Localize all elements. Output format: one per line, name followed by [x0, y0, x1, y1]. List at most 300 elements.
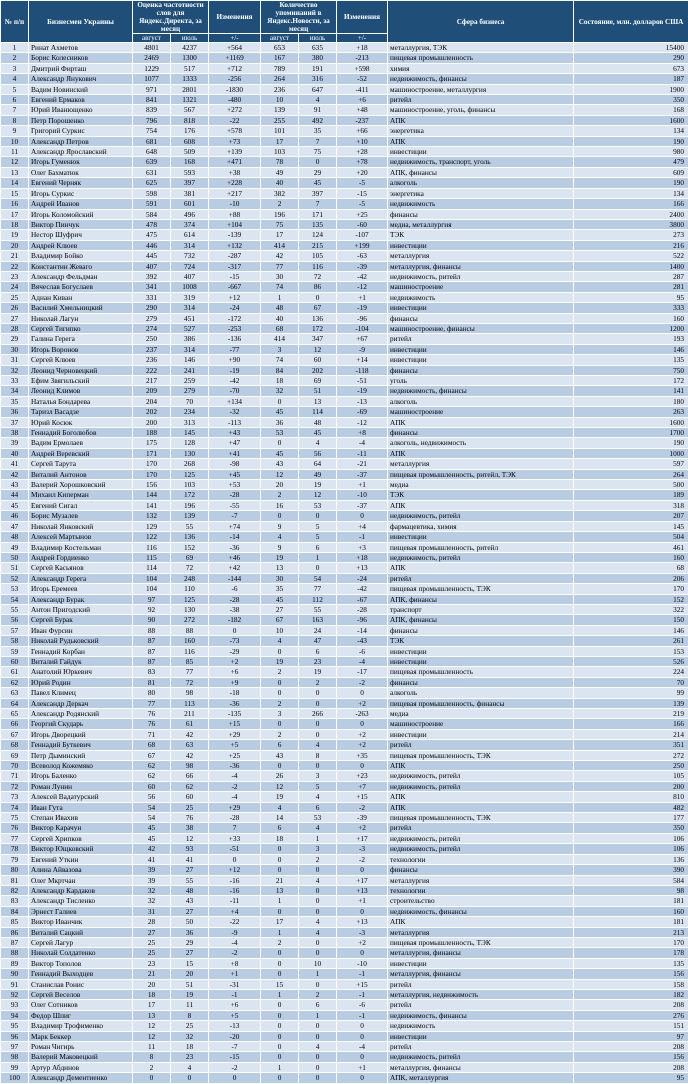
news-change: 0 [337, 1073, 388, 1083]
header-news: Количество упоминаний в Яндекс.Новости, за месяц [261, 1, 337, 34]
row-number: 79 [1, 854, 29, 864]
net-worth: 187 [574, 74, 688, 84]
row-number: 23 [1, 271, 29, 281]
yandex-change: -28 [209, 490, 261, 500]
yandex-change: -36 [209, 542, 261, 552]
news-july: 635 [299, 43, 337, 53]
news-change: +10 [337, 136, 388, 146]
yandex-august: 76 [133, 719, 171, 729]
yandex-change: -182 [209, 615, 261, 625]
businessman-name: Александр Дементиенко [29, 1073, 133, 1083]
row-number: 94 [1, 1010, 29, 1020]
yandex-august: 77 [133, 698, 171, 708]
yandex-july: 172 [171, 490, 209, 500]
table-row [1, 157, 688, 167]
table-row [1, 761, 688, 771]
yandex-july: 407 [171, 271, 209, 281]
yandex-august: 4801 [133, 43, 171, 53]
businessman-name: Павел Климец [29, 688, 133, 698]
news-july: 397 [299, 188, 337, 198]
yandex-july: 196 [171, 500, 209, 510]
news-july: 492 [299, 115, 337, 125]
news-july: 380 [299, 53, 337, 63]
businessman-name: Игорь Еремеев [29, 584, 133, 594]
yandex-july: 724 [171, 261, 209, 271]
news-july: 4 [299, 792, 337, 802]
yandex-august: 274 [133, 323, 171, 333]
table-row [1, 386, 688, 396]
table-row [1, 209, 688, 219]
net-worth: 141 [574, 386, 688, 396]
news-july: 51 [299, 386, 337, 396]
news-august: 2 [261, 199, 299, 209]
businessman-name: Роман Чигирь [29, 1042, 133, 1052]
table-row [1, 1062, 688, 1072]
news-change: -42 [337, 271, 388, 281]
news-august: 10 [261, 95, 299, 105]
news-july: 6 [299, 646, 337, 656]
row-number: 13 [1, 167, 29, 177]
row-number: 24 [1, 282, 29, 292]
yandex-august: 18 [133, 989, 171, 999]
yandex-july: 41 [171, 854, 209, 864]
table-row [1, 396, 688, 406]
net-worth: 134 [574, 188, 688, 198]
yandex-july: 69 [171, 552, 209, 562]
yandex-july: 136 [171, 532, 209, 542]
business-sphere: металлургия, финансы [388, 969, 574, 979]
news-change: -52 [337, 74, 388, 84]
header-jul2: июль [299, 34, 337, 43]
yandex-change: +88 [209, 209, 261, 219]
news-august: 17 [261, 136, 299, 146]
yandex-change: -113 [209, 417, 261, 427]
news-july: 13 [299, 396, 337, 406]
yandex-august: 31 [133, 906, 171, 916]
net-worth: 190 [574, 438, 688, 448]
yandex-august: 175 [133, 438, 171, 448]
table-row [1, 740, 688, 750]
table-row [1, 781, 688, 791]
yandex-july: 593 [171, 167, 209, 177]
business-sphere: металлургия, финансы [388, 948, 574, 958]
news-august: 2 [261, 667, 299, 677]
net-worth: 181 [574, 896, 688, 906]
table-row [1, 969, 688, 979]
yandex-july: 1333 [171, 74, 209, 84]
business-sphere: металлургия, ТЭК [388, 43, 574, 53]
yandex-august: 116 [133, 542, 171, 552]
net-worth: 351 [574, 740, 688, 750]
news-august: 42 [261, 251, 299, 261]
yandex-july: 61 [171, 719, 209, 729]
business-sphere: инвестиции [388, 958, 574, 968]
business-sphere: финансы [388, 865, 574, 875]
business-sphere: ритейл [388, 1042, 574, 1052]
yandex-august: 407 [133, 261, 171, 271]
row-number: 63 [1, 688, 29, 698]
business-sphere: машиностроение [388, 407, 574, 417]
yandex-august: 971 [133, 84, 171, 94]
news-august: 49 [261, 167, 299, 177]
news-change: -96 [337, 313, 388, 323]
news-july: 53 [299, 500, 337, 510]
table-row [1, 334, 688, 344]
yandex-change: +12 [209, 292, 261, 302]
business-sphere: машиностроение [388, 282, 574, 292]
yandex-july: 12 [171, 833, 209, 843]
row-number: 87 [1, 937, 29, 947]
news-change: +15 [337, 792, 388, 802]
news-change: -37 [337, 469, 388, 479]
businessman-name: Виталий Гайдук [29, 656, 133, 666]
yandex-august: 80 [133, 688, 171, 698]
businessman-name: Виктор Пинчук [29, 219, 133, 229]
business-sphere: пищевая промышленность, ритейл, ТЭК [388, 469, 574, 479]
yandex-change: -15 [209, 271, 261, 281]
news-july: 19 [299, 667, 337, 677]
businessman-name: Виталий Сацкий [29, 927, 133, 937]
business-sphere: медиа [388, 480, 574, 490]
news-august: 20 [261, 480, 299, 490]
news-change: -1 [337, 969, 388, 979]
row-number: 78 [1, 844, 29, 854]
news-august: 3 [261, 709, 299, 719]
business-sphere: АПК, металлургия [388, 1073, 574, 1083]
yandex-august: 170 [133, 469, 171, 479]
yandex-july: 72 [171, 677, 209, 687]
yandex-change: -16 [209, 885, 261, 895]
news-july: 4 [299, 95, 337, 105]
news-august: 0 [261, 677, 299, 687]
row-number: 34 [1, 386, 29, 396]
yandex-august: 141 [133, 500, 171, 510]
news-july: 172 [299, 323, 337, 333]
yandex-change: -20 [209, 1031, 261, 1041]
net-worth: 15400 [574, 43, 688, 53]
table-row [1, 355, 688, 365]
businessman-name: Роман Лунин [29, 781, 133, 791]
yandex-august: 114 [133, 563, 171, 573]
news-august: 4 [261, 636, 299, 646]
yandex-change: -29 [209, 646, 261, 656]
news-july: 4 [299, 438, 337, 448]
yandex-change: +29 [209, 802, 261, 812]
row-number: 67 [1, 729, 29, 739]
net-worth: 250 [574, 761, 688, 771]
yandex-august: 222 [133, 365, 171, 375]
yandex-change: +6 [209, 667, 261, 677]
yandex-change: -70 [209, 386, 261, 396]
news-july: 0 [299, 719, 337, 729]
yandex-august: 87 [133, 636, 171, 646]
news-july: 0 [299, 906, 337, 916]
yandex-july: 29 [171, 937, 209, 947]
businessman-name: Ефим Звягильский [29, 376, 133, 386]
news-july: 5 [299, 521, 337, 531]
news-july: 0 [299, 1052, 337, 1062]
news-change: -15 [337, 188, 388, 198]
table-row [1, 282, 688, 292]
yandex-august: 28 [133, 917, 171, 927]
table-row [1, 376, 688, 386]
business-sphere: недвижимость, ритейл [388, 833, 574, 843]
news-july: 0 [299, 979, 337, 989]
yandex-august: 1077 [133, 74, 171, 84]
businessman-name: Игорь Воронов [29, 344, 133, 354]
news-august: 3 [261, 344, 299, 354]
table-row [1, 74, 688, 84]
business-sphere: недвижимость, финансы [388, 1010, 574, 1020]
news-change: -4 [337, 1042, 388, 1052]
yandex-change: -6 [209, 584, 261, 594]
row-number: 9 [1, 126, 29, 136]
net-worth: 68 [574, 563, 688, 573]
yandex-august: 217 [133, 376, 171, 386]
yandex-july: 608 [171, 136, 209, 146]
yandex-change: -135 [209, 709, 261, 719]
business-sphere: финансы [388, 365, 574, 375]
table-row [1, 438, 688, 448]
news-change: +1 [337, 292, 388, 302]
yandex-july: 314 [171, 303, 209, 313]
yandex-change: +15 [209, 719, 261, 729]
news-august: 6 [261, 823, 299, 833]
news-august: 789 [261, 63, 299, 73]
business-sphere: алкоголь [388, 396, 574, 406]
news-change: +28 [337, 147, 388, 157]
news-july: 202 [299, 365, 337, 375]
table-row [1, 480, 688, 490]
row-number: 81 [1, 875, 29, 885]
business-sphere: энергетика [388, 126, 574, 136]
net-worth: 479 [574, 157, 688, 167]
yandex-july: 397 [171, 178, 209, 188]
row-number: 7 [1, 105, 29, 115]
news-august: 26 [261, 771, 299, 781]
business-sphere: ритейл [388, 1000, 574, 1010]
yandex-july: 76 [171, 813, 209, 823]
business-sphere: металлургия [388, 251, 574, 261]
yandex-august: 12 [133, 1031, 171, 1041]
yandex-july: 374 [171, 219, 209, 229]
yandex-july: 48 [171, 885, 209, 895]
business-sphere: АПК [388, 115, 574, 125]
net-worth: 208 [574, 1000, 688, 1010]
yandex-august: 97 [133, 594, 171, 604]
yandex-change: +2 [209, 656, 261, 666]
news-august: 43 [261, 459, 299, 469]
news-change: -63 [337, 251, 388, 261]
yandex-july: 50 [171, 917, 209, 927]
net-worth: 139 [574, 698, 688, 708]
yandex-august: 841 [133, 95, 171, 105]
net-worth: 1600 [574, 115, 688, 125]
yandex-change: +90 [209, 355, 261, 365]
row-number: 55 [1, 604, 29, 614]
businessman-name: Александр Деркач [29, 698, 133, 708]
table-row [1, 1042, 688, 1052]
row-number: 69 [1, 750, 29, 760]
business-sphere: химия [388, 63, 574, 73]
news-august: 236 [261, 84, 299, 94]
table-row [1, 854, 688, 864]
news-july: 347 [299, 334, 337, 344]
businessman-name: Андрей Иванов [29, 199, 133, 209]
yandex-august: 446 [133, 240, 171, 250]
businessman-name: Евгений Черняк [29, 178, 133, 188]
net-worth: 207 [574, 511, 688, 521]
news-july: 135 [299, 219, 337, 229]
table-row [1, 313, 688, 323]
table-row [1, 417, 688, 427]
yandex-july: 4 [171, 1062, 209, 1072]
net-worth: 482 [574, 802, 688, 812]
table-row [1, 823, 688, 833]
news-july: 171 [299, 209, 337, 219]
yandex-july: 527 [171, 323, 209, 333]
yandex-august: 11 [133, 1042, 171, 1052]
news-august: 9 [261, 521, 299, 531]
row-number: 58 [1, 636, 29, 646]
businessman-name: Сергей Касьянов [29, 563, 133, 573]
businessman-name: Николай Лагун [29, 313, 133, 323]
businessman-name: Александр Герега [29, 573, 133, 583]
news-august: 35 [261, 584, 299, 594]
yandex-change: -667 [209, 282, 261, 292]
row-number: 26 [1, 303, 29, 313]
news-july: 116 [299, 261, 337, 271]
yandex-july: 176 [171, 126, 209, 136]
news-august: 2 [261, 937, 299, 947]
news-change: +13 [337, 563, 388, 573]
business-sphere: АПК [388, 417, 574, 427]
businessman-name: Нестор Шуфрич [29, 230, 133, 240]
yandex-change: +43 [209, 428, 261, 438]
yandex-july: 314 [171, 344, 209, 354]
net-worth: 152 [574, 594, 688, 604]
businessman-name: Леонид Климов [29, 386, 133, 396]
yandex-july: 279 [171, 386, 209, 396]
businessman-name: Сергей Тигипко [29, 323, 133, 333]
yandex-august: 200 [133, 417, 171, 427]
businessman-name: Григорий Суркис [29, 126, 133, 136]
yandex-july: 2801 [171, 84, 209, 94]
net-worth: 390 [574, 865, 688, 875]
yandex-july: 234 [171, 407, 209, 417]
business-sphere: пищевая промышленность [388, 667, 574, 677]
net-worth: 2400 [574, 209, 688, 219]
yandex-change: -7 [209, 511, 261, 521]
row-number: 30 [1, 344, 29, 354]
yandex-august: 21 [133, 969, 171, 979]
business-sphere: финансы [388, 209, 574, 219]
yandex-july: 60 [171, 792, 209, 802]
business-sphere: ритейл [388, 979, 574, 989]
yandex-july: 386 [171, 334, 209, 344]
businessman-name: Алексей Мартынов [29, 532, 133, 542]
row-number: 21 [1, 251, 29, 261]
row-number: 17 [1, 209, 29, 219]
yandex-august: 598 [133, 188, 171, 198]
row-number: 71 [1, 771, 29, 781]
business-sphere: финансы [388, 677, 574, 687]
yandex-august: 341 [133, 282, 171, 292]
row-number: 27 [1, 313, 29, 323]
net-worth: 750 [574, 365, 688, 375]
news-change: +18 [337, 43, 388, 53]
yandex-change: -36 [209, 761, 261, 771]
table-row [1, 178, 688, 188]
yandex-change: -2 [209, 1062, 261, 1072]
business-sphere: пищевая промышленность, ТЭК [388, 813, 574, 823]
row-number: 86 [1, 927, 29, 937]
row-number: 22 [1, 261, 29, 271]
row-number: 89 [1, 958, 29, 968]
yandex-july: 128 [171, 438, 209, 448]
news-july: 1 [299, 833, 337, 843]
yandex-july: 43 [171, 896, 209, 906]
yandex-july: 25 [171, 1021, 209, 1031]
yandex-change: -139 [209, 230, 261, 240]
yandex-august: 12 [133, 1021, 171, 1031]
yandex-change: +5 [209, 740, 261, 750]
yandex-change: +228 [209, 178, 261, 188]
yandex-change: -144 [209, 573, 261, 583]
yandex-august: 45 [133, 833, 171, 843]
yandex-july: 63 [171, 740, 209, 750]
row-number: 85 [1, 917, 29, 927]
news-august: 1 [261, 1062, 299, 1072]
yandex-july: 567 [171, 105, 209, 115]
table-row [1, 323, 688, 333]
business-sphere: недвижимость, ритейл [388, 552, 574, 562]
table-row [1, 688, 688, 698]
yandex-august: 54 [133, 813, 171, 823]
row-number: 50 [1, 552, 29, 562]
table-row [1, 230, 688, 240]
business-sphere: АПК [388, 761, 574, 771]
business-sphere: финансы [388, 313, 574, 323]
news-change: +67 [337, 334, 388, 344]
net-worth: 190 [574, 136, 688, 146]
news-july: 0 [299, 698, 337, 708]
net-worth: 206 [574, 573, 688, 583]
net-worth: 281 [574, 282, 688, 292]
businessman-name: Владимир Костельман [29, 542, 133, 552]
row-number: 92 [1, 989, 29, 999]
businessman-name: Игорь Гуменюк [29, 157, 133, 167]
businessman-name: Виктор Ющковский [29, 844, 133, 854]
news-july: 29 [299, 167, 337, 177]
business-sphere: недвижимость, финансы [388, 906, 574, 916]
news-july: 2 [299, 677, 337, 687]
news-change: 0 [337, 1052, 388, 1062]
news-july: 0 [299, 292, 337, 302]
business-sphere: машиностроение, металлургия [388, 84, 574, 94]
yandex-july: 319 [171, 292, 209, 302]
news-change: +17 [337, 833, 388, 843]
net-worth: 980 [574, 147, 688, 157]
yandex-july: 25 [171, 802, 209, 812]
table-row [1, 656, 688, 666]
yandex-august: 132 [133, 511, 171, 521]
news-change: -107 [337, 230, 388, 240]
net-worth: 182 [574, 989, 688, 999]
business-sphere: недвижимость, ритейл [388, 511, 574, 521]
news-august: 0 [261, 854, 299, 864]
yandex-july: 36 [171, 927, 209, 937]
